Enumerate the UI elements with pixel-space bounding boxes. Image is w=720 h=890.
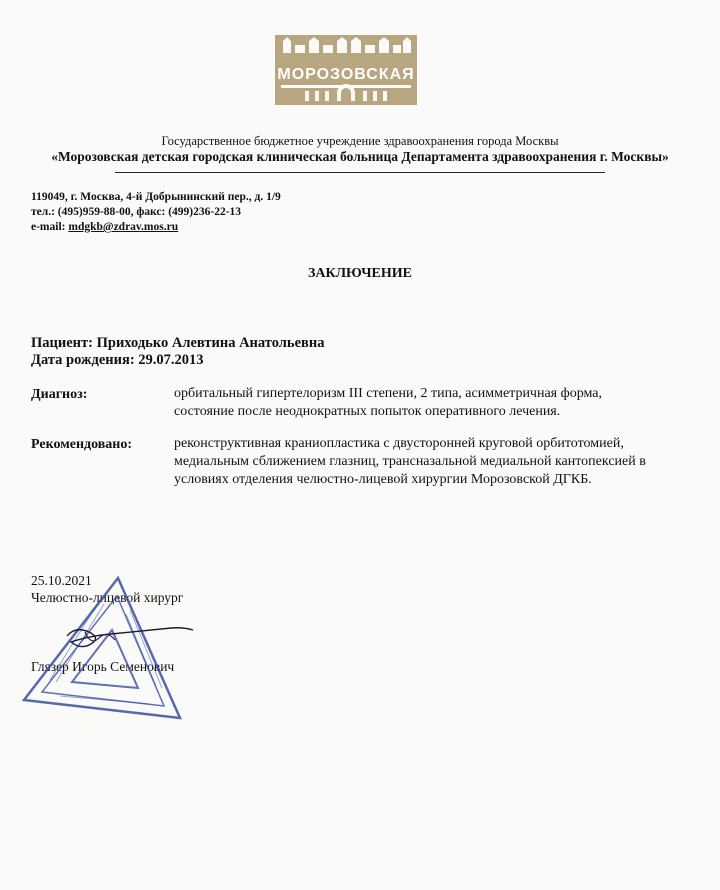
diagnosis-line: состояние после неоднократных попыток оперативного лечения. bbox=[174, 404, 561, 419]
email-line bbox=[31, 221, 178, 233]
recommendation-label: Рекомендовано: bbox=[31, 437, 133, 452]
hospital-logo bbox=[275, 35, 417, 105]
institution-name: «Морозовская детская городская клиническая больница Департамента здравоохранения г. Москвы» bbox=[51, 149, 669, 164]
patient-dob: Дата рождения: 29.07.2013 bbox=[31, 352, 204, 368]
diagnosis-label: Диагноз: bbox=[31, 387, 88, 402]
diagnosis-text bbox=[174, 385, 684, 421]
address-line: 119049, г. Москва, 4-й Добрынинский пер., д. 1/9 bbox=[31, 191, 281, 203]
email-link[interactable]: mdgkb@zdrav.mos.ru bbox=[68, 221, 179, 233]
logo-text: МОРОЗОВСКАЯ bbox=[277, 66, 415, 83]
recommendation-line: реконструктивная краниопластика с двусторонней круговой орбитотомией, bbox=[174, 436, 624, 451]
recommendation-line: медиальным сближением глазниц, трансназальной медиальной кантопексией в bbox=[174, 454, 646, 469]
doctor-signature bbox=[55, 612, 205, 662]
header-divider bbox=[115, 172, 605, 173]
institution-type: Государственное бюджетное учреждение здравоохранения города Москвы bbox=[161, 134, 559, 148]
conclusion-date: 25.10.2021 bbox=[31, 573, 92, 588]
doctor-name: Глязер Игорь Семенович bbox=[31, 659, 175, 674]
phone-line: тел.: (495)959-88-00, факс: (499)236-22-13 bbox=[31, 206, 242, 218]
patient-name: Пациент: Приходько Алевтина Анатольевна bbox=[31, 335, 325, 351]
email-label: e-mail: bbox=[31, 221, 69, 233]
recommendation-text bbox=[174, 435, 684, 489]
document-title: ЗАКЛЮЧЕНИЕ bbox=[307, 266, 413, 281]
doctor-position: Челюстно-лицевой хирург bbox=[31, 590, 184, 605]
diagnosis-line: орбитальный гипертелоризм III степени, 2 типа, асимметричная форма, bbox=[174, 386, 602, 401]
recommendation-line: условиях отделения челюстно-лицевой хирургии Морозовской ДГКБ. bbox=[174, 472, 592, 487]
